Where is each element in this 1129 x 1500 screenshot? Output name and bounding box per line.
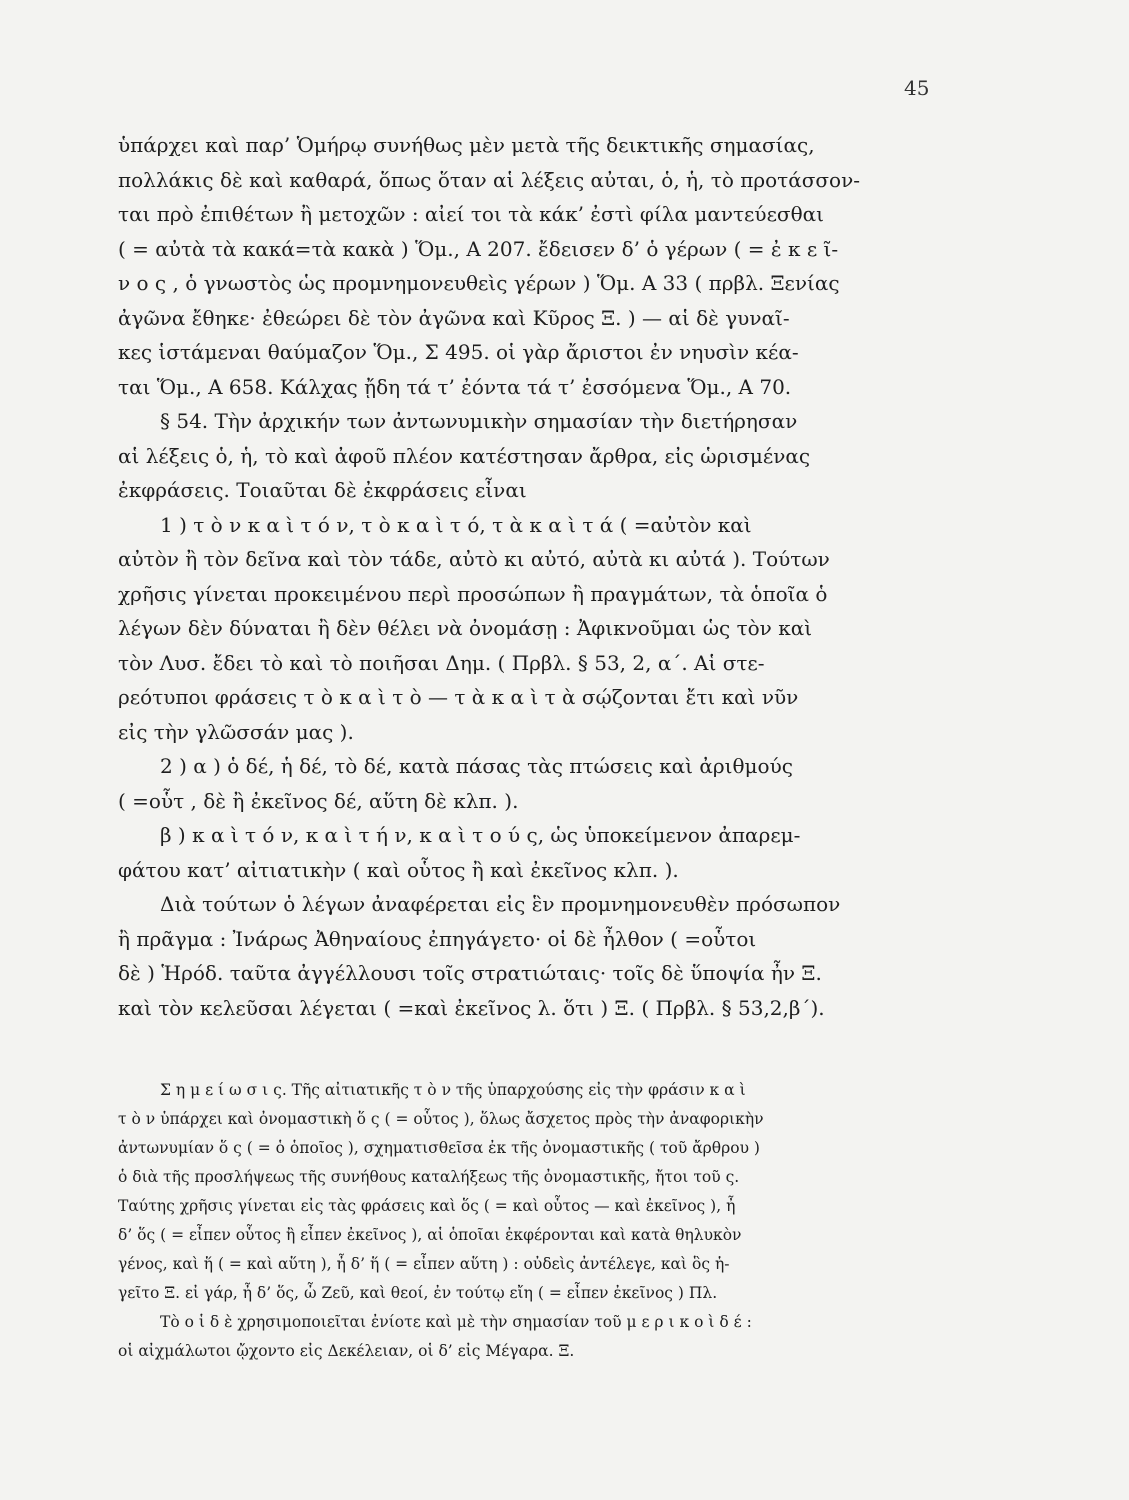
text-line: ἢ πρᾶγμα : Ἰνάρως Ἀθηναίους ἐπηγάγετο· οἱ δὲ ἦλθον ( =οὗτοι	[118, 926, 757, 951]
text-line: ὑπάρχει καὶ παρ’ Ὁμήρῳ συνήθως μὲν μετὰ τῆς δεικτικῆς σημασίας,	[118, 133, 815, 157]
text-line: β ) κ α ὶ τ ό ν, κ α ὶ τ ή ν, κ α ὶ τ ο ύ ς, ὡς ὑποκείμενον ἀπαρεμ-	[160, 823, 801, 847]
text-line: χρῆσις γίνεται προκειμένου περὶ προσώπων ἢ πραγμάτων, τὰ ὁποῖα ὁ	[118, 581, 828, 606]
note-line: Τὸ ο ἱ δ ὲ χρησιμοποιεῖται ἐνίοτε καὶ μὲ τὴν σημασίαν τοῦ μ ε ρ ι κ ο ὶ δ έ :	[160, 1313, 752, 1331]
text-line: ν ο ς , ὁ γνωστὸς ὡς προμνημονευθεὶς γέρων ) Ὅμ. Α 33 ( πρβλ. Ξενίας	[118, 271, 840, 295]
text-line: 2 ) α ) ὁ δέ, ἡ δέ, τὸ δέ, κατὰ πάσας τὰς πτώσεις καὶ ἀριθμούς	[160, 754, 793, 778]
note-section	[118, 1076, 940, 1366]
text-line: καὶ τὸν κελεῦσαι λέγεται ( =καὶ ἐκεῖνος λ. ὅτι ) Ξ. ( Πρβλ. § 53,2,β΄).	[118, 995, 825, 1020]
text-line: δὲ ) Ἡρόδ. ταῦτα ἀγγέλλουσι τοῖς στρατιώταις· τοῖς δὲ ὕποψία ἦν Ξ.	[118, 961, 822, 985]
text-line: αὐτὸν ἢ τὸν δεῖνα καὶ τὸν τάδε, αὐτὸ κι αὐτό, αὐτὰ κι αὐτά ). Τούτων	[118, 547, 830, 571]
text-line: λέγων δὲν δύναται ἢ δὲν θέλει νὰ ὀνομάσῃ : Ἀφικνοῦμαι ὡς τὸν καὶ	[118, 616, 813, 640]
note-line: γεῖτο Ξ. εἰ γάρ, ἦ δ’ ὅς, ὦ Ζεῦ, καὶ θεοί, ἐν τούτῳ εἴη ( = εἶπεν ἐκεῖνος ) Πλ.	[118, 1284, 718, 1302]
note-line: οἱ αἰχμάλωτοι ᾤχοντο εἰς Δεκέλειαν, οἱ δ’ εἰς Μέγαρα. Ξ.	[118, 1342, 575, 1360]
note-line: ὁ διὰ τῆς προσλήψεως τῆς συνήθους καταλήξεως τῆς ὀνομαστικῆς, ἤτοι τοῦ ς.	[118, 1168, 740, 1186]
text-line: ται Ὅμ., Α 658. Κάλχας ᾔδη τά τ’ ἐόντα τά τ’ ἐσσόμενα Ὅμ., Α 70.	[118, 374, 792, 399]
text-line: ἐκφράσεις. Τοιαῦται δὲ ἐκφράσεις εἶναι	[118, 478, 527, 502]
text-line: ἀγῶνα ἔθηκε· ἐθεώρει δὲ τὸν ἀγῶνα καὶ Κῦρος Ξ. ) — αἱ δὲ γυναῖ-	[118, 305, 790, 330]
text-line: πολλάκις δὲ καὶ καθαρά, ὅπως ὅταν αἱ λέξεις αὐται, ὁ, ἡ, τὸ προτάσσον-	[118, 167, 860, 192]
page-number: 45	[904, 76, 930, 100]
text-line: ρεότυποι φράσεις τ ὸ κ α ὶ τ ὸ — τ ὰ κ α ὶ τ ὰ σῴζονται ἔτι καὶ νῦν	[118, 685, 799, 709]
text-line: ( =οὗτ , δὲ ἢ ἐκεῖνος δέ, αὕτη δὲ κλπ. ).	[118, 788, 519, 813]
note-line: γένος, καὶ ἥ ( = καὶ αὕτη ), ἦ δ’ ἥ ( = εἶπεν αὕτη ) : οὐδεὶς ἀντέλεγε, καὶ ὃς ἡ-	[118, 1255, 730, 1273]
text-line: Διὰ τούτων ὁ λέγων ἀναφέρεται εἰς ἓν προμνημονευθὲν πρόσωπον	[160, 892, 841, 916]
note-line: Ταύτης χρῆσις γίνεται εἰς τὰς φράσεις καὶ ὅς ( = καὶ οὗτος — καὶ ἐκεῖνος ), ἦ	[118, 1197, 736, 1215]
section-heading-line: § 54. Τὴν ἀρχικήν των ἀντωνυμικὴν σημασίαν τὴν διετήρησαν	[160, 409, 798, 433]
note-line: δ’ ὅς ( = εἶπεν οὗτος ἢ εἶπεν ἐκεῖνος ), αἱ ὁποῖαι ἐκφέρονται καὶ κατὰ θηλυκὸν	[118, 1226, 742, 1244]
text-line: ( = αὐτὰ τὰ κακά=τὰ κακὰ ) Ὅμ., Α 207. ἔδεισεν δ’ ὁ γέρων ( = ἐ κ ε ῖ-	[118, 236, 839, 261]
note-line: Σ η μ ε ί ω σ ι ς. Τῆς αἰτιατικῆς τ ὸ ν τῆς ὑπαρχούσης εἰς τὴν φράσιν κ α ὶ	[160, 1081, 746, 1099]
text-line: 1 ) τ ὸ ν κ α ὶ τ ό ν, τ ὸ κ α ὶ τ ό, τ ὰ κ α ὶ τ ά ( =αὐτὸν καὶ	[160, 512, 752, 537]
text-line: τὸν Λυσ. ἔδει τὸ καὶ τὸ ποιῆσαι Δημ. ( Πρβλ. § 53, 2, α΄. Αἱ στε-	[118, 650, 765, 675]
note-line: ἀντωνυμίαν ὅ ς ( = ὁ ὁποῖος ), σχηματισθεῖσα ἐκ τῆς ὀνομαστικῆς ( τοῦ ἄρθρου )	[118, 1139, 760, 1157]
text-line: κες ἱστάμεναι θαύμαζον Ὅμ., Σ 495. οἱ γὰρ ἄριστοι ἐν νηυσὶν κέα-	[118, 340, 799, 364]
text-line: φάτου κατ’ αἰτιατικὴν ( καὶ οὗτος ἢ καὶ ἐκεῖνος κλπ. ).	[118, 857, 679, 882]
text-line: αἱ λέξεις ὁ, ἡ, τὸ καὶ ἀφοῦ πλέον κατέστησαν ἄρθρα, εἰς ὡρισμένας	[118, 443, 811, 468]
main-text	[118, 128, 938, 1025]
note-line: τ ὸ ν ὑπάρχει καὶ ὀνομαστικὴ ὅ ς ( = οὗτος ), ὅλως ἄσχετος πρὸς τὴν ἀναφορικὴν	[118, 1110, 764, 1128]
text-line: εἰς τὴν γλῶσσάν μας ).	[118, 719, 354, 744]
text-line: ται πρὸ ἐπιθέτων ἢ μετοχῶν : αἰεί τοι τὰ κάκ’ ἐστὶ φίλα μαντεύεσθαι	[118, 202, 824, 226]
